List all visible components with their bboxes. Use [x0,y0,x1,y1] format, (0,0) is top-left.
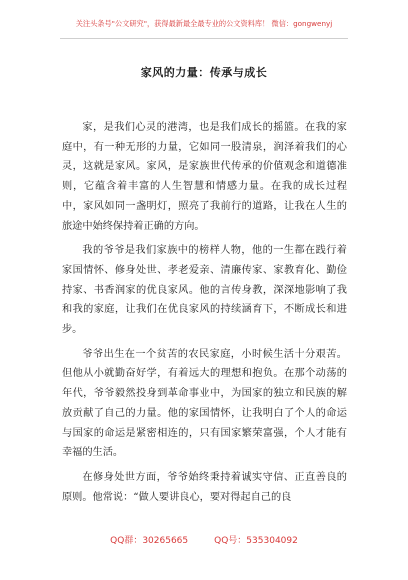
footer-qq-number: QQ号：535304092 [214,536,298,546]
header-divider [60,38,348,39]
footer-contact [0,535,408,547]
body-paragraph: 我的爷爷是我们家族中的榜样人物，他的一生都在践行着家国情怀、修身处世、孝老爱亲、清廉传家、家教育化、勤俭持家、书香润家的优良家风。他的言传身教，深深地影响了我和我的家庭，让我们在优良家风的持续涵育下，不断成长和进步。 [62,245,347,336]
document-title: 家风的力量：传承与成长 [140,66,268,79]
header-banner: 关注头条号"公文研究"，获得最新最全最专业的公文资料库！ 微信：gongwenyj [75,19,333,28]
footer-qq-group: QQ群：30265665 [110,536,189,546]
body-paragraph: 在修身处世方面，爷爷始终秉持着诚实守信、正直善良的原则。他常说：“做人要讲良心，要对得起自己的良 [62,471,347,503]
body-paragraph: 家，是我们心灵的港湾，也是我们成长的摇篮。在我的家庭中，有一种无形的力量，它如同一股清泉，润泽着我们的心灵，这就是家风。家风，是家族世代传承的价值观念和道德准则，它蕴含着丰富的人生智慧和情感力量。在我的成长过程中，家风如同一盏明灯，照亮了我前行的道路，让我在人生的旅途中始终保持着正确的方向。 [62,122,347,232]
document-body [62,118,347,512]
body-paragraph: 爷爷出生在一个贫苦的农民家庭，小时候生活十分艰苦。但他从小就勤奋好学，有着远大的理想和抱负。在那个动荡的年代，爷爷毅然投身到革命事业中，为国家的独立和民族的解放贡献了自己的力量。他的家国情怀，让我明白了个人的命运与国家的命运是紧密相连的，只有国家繁荣富强，个人才能有幸福的生活。 [62,348,347,459]
